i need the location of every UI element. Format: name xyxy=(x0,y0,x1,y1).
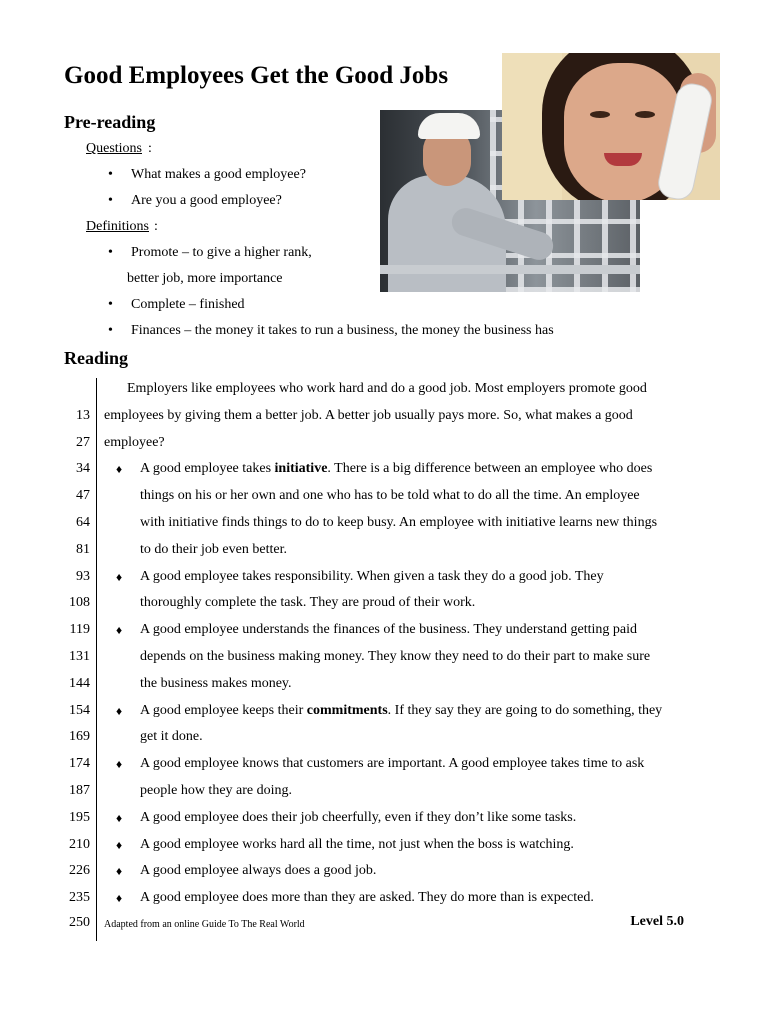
reading-line: A good employee takes responsibility. When given a task they do a good job. They xyxy=(140,569,604,584)
woman-phone-photo xyxy=(502,53,720,200)
line-number: 27 xyxy=(76,435,90,450)
reading-line: the business makes money. xyxy=(140,676,292,691)
line-number: 226 xyxy=(69,863,90,878)
reading-line: A good employee understands the finances of the business. They understand getting paid xyxy=(140,622,638,637)
line-number: 210 xyxy=(69,837,90,852)
question-item: • What makes a good employee? xyxy=(108,167,306,182)
reading-line: A good employee works hard all the time, not just when the boss is watching. xyxy=(140,837,574,852)
reading-line: get it done. xyxy=(140,729,203,744)
prereading-heading: Pre-reading xyxy=(64,112,156,132)
bullet-diamond-icon: ♦ xyxy=(116,891,123,905)
line-number-rule xyxy=(96,378,97,941)
line-number: 81 xyxy=(76,542,90,557)
line-number: 250 xyxy=(69,915,90,930)
definitions-label: Definitions xyxy=(86,219,149,234)
line-number: 235 xyxy=(69,890,90,905)
line-number: 64 xyxy=(76,515,90,530)
line-number: 13 xyxy=(76,408,90,423)
bullet-diamond-icon: ♦ xyxy=(116,462,123,476)
reading-line: to do their job even better. xyxy=(140,542,287,557)
line-number: 144 xyxy=(69,676,90,691)
questions-label: Questions xyxy=(86,141,142,156)
reading-line: Employers like employees who work hard and do a good job. Most employers promote good xyxy=(127,381,647,396)
definition-item-continued: better job, more importance xyxy=(127,271,283,286)
line-number: 34 xyxy=(76,461,90,476)
reading-line: A good employee takes initiative. There is a big difference between an employee who does xyxy=(140,461,653,476)
bullet-diamond-icon: ♦ xyxy=(116,623,123,637)
key-term: commitments xyxy=(306,703,388,718)
reading-line: people how they are doing. xyxy=(140,783,293,798)
definition-item: • Promote – to give a higher rank, xyxy=(108,245,312,260)
reading-line: A good employee does their job cheerfully, even if they don’t like some tasks. xyxy=(140,810,577,825)
line-number: 169 xyxy=(69,729,90,744)
level-label: Level 5.0 xyxy=(630,914,684,929)
bullet-diamond-icon: ♦ xyxy=(116,757,123,771)
line-number: 93 xyxy=(76,569,90,584)
page-title: Good Employees Get the Good Jobs xyxy=(64,62,449,89)
reading-line: things on his or her own and one who has to be told what to do all the time. An employee xyxy=(140,488,640,503)
reading-line: employee? xyxy=(104,435,165,450)
line-number: 108 xyxy=(69,595,90,610)
key-term: initiative xyxy=(274,461,328,476)
line-number: 154 xyxy=(69,703,90,718)
reading-line: A good employee does more than they are asked. They do more than is expected. xyxy=(140,890,594,905)
reading-line: with initiative finds things to do to keep busy. An employee with initiative learns new things xyxy=(140,515,658,530)
definition-item: • Complete – finished xyxy=(108,297,245,312)
reading-line: thoroughly complete the task. They are proud of their work. xyxy=(140,595,476,610)
bullet-diamond-icon: ♦ xyxy=(116,864,123,878)
bullet-diamond-icon: ♦ xyxy=(116,811,123,825)
bullet-diamond-icon: ♦ xyxy=(116,838,123,852)
line-number: 187 xyxy=(69,783,90,798)
reading-line: A good employee keeps their commitments. If they say they are going to do something, they xyxy=(140,703,663,718)
line-number: 119 xyxy=(69,622,90,637)
reading-line: employees by giving them a better job. A better job usually pays more. So, what makes a good xyxy=(104,408,633,423)
line-number: 174 xyxy=(69,756,90,771)
reading-line: A good employee knows that customers are important. A good employee takes time to ask xyxy=(140,756,645,771)
line-number: 47 xyxy=(76,488,90,503)
definition-item: • Finances – the money it takes to run a business, the money the business has xyxy=(108,323,554,338)
bullet-diamond-icon: ♦ xyxy=(116,570,123,584)
reading-line: depends on the business making money. They know they need to do their part to make sure xyxy=(140,649,651,664)
reading-heading: Reading xyxy=(64,348,129,368)
question-item: • Are you a good employee? xyxy=(108,193,282,208)
bullet-diamond-icon: ♦ xyxy=(116,704,123,718)
source-credit: Adapted from an online Guide To The Real World xyxy=(104,919,305,930)
reading-line: A good employee always does a good job. xyxy=(140,863,377,878)
line-number: 131 xyxy=(69,649,90,664)
line-number: 195 xyxy=(69,810,90,825)
